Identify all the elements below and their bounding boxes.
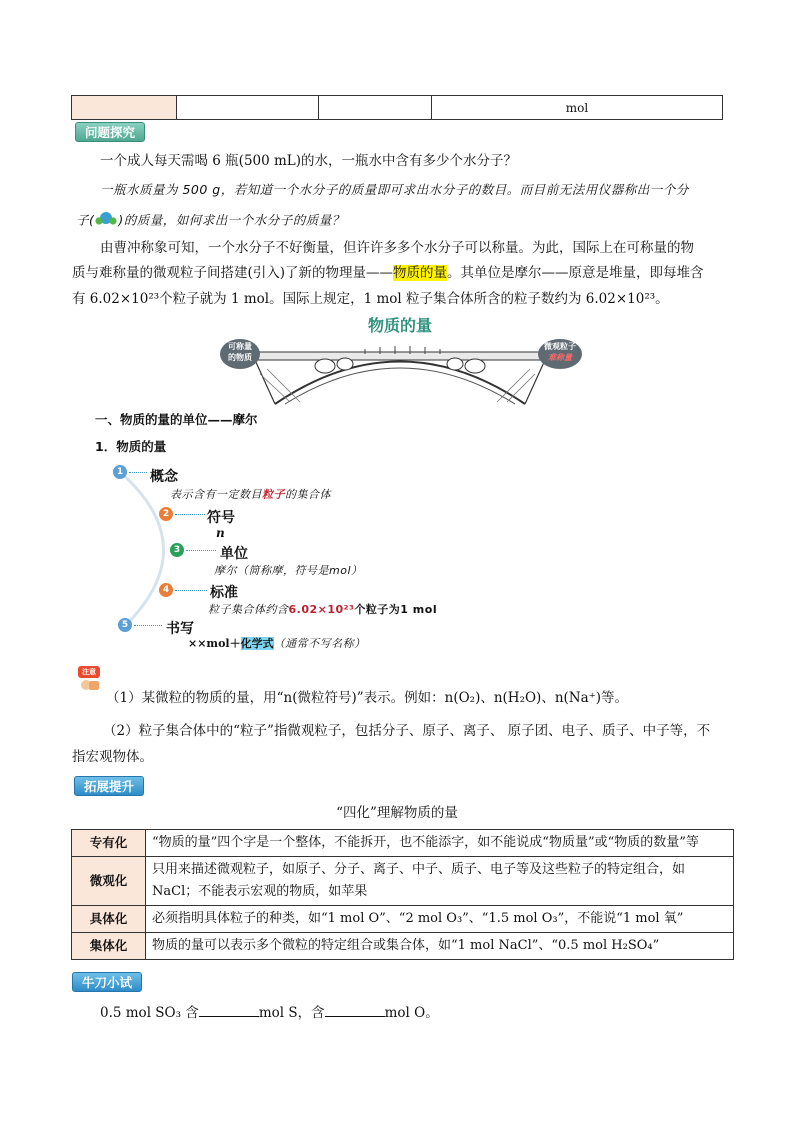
- four-table-title: “四化”理解物质的量: [336, 805, 458, 821]
- bridge-illustration: [215, 314, 585, 406]
- mindmap-desc-2: n: [216, 526, 225, 540]
- bridge-left-label: [220, 341, 260, 363]
- table-row: [72, 857, 734, 906]
- answer-line-2: [76, 209, 345, 233]
- paragraph-line-3: 有 6.02×10²³个粒子就为 1 mol。国际上规定，1 mol 粒子集合体所含的粒子数约为 6.02×10²³。: [72, 291, 669, 307]
- section-badge-explore: 问题探究: [75, 122, 145, 142]
- mindmap-connector: [134, 625, 162, 626]
- practice-question: [100, 1003, 439, 1023]
- answer-blank-sulfur[interactable]: [199, 1003, 259, 1017]
- mindmap-node-3: 3: [170, 543, 184, 557]
- four-table: [71, 829, 734, 960]
- answer-blank-oxygen[interactable]: [325, 1003, 385, 1017]
- mindmap-connector: [129, 472, 147, 473]
- bridge-right-label-2: 难称量: [548, 353, 572, 362]
- mindmap-desc-5-highlight: 化学式: [240, 637, 274, 650]
- mindmap-desc-4: [208, 601, 437, 617]
- mindmap-node-5: 5: [118, 618, 132, 632]
- mindmap-title-2: 符号: [207, 510, 235, 526]
- note-line-1-a: （1）某微粒的物质的量，用“: [106, 690, 284, 706]
- mindmap-title-4: 标准: [210, 585, 238, 601]
- table-row: [72, 933, 734, 960]
- table-row: [72, 830, 734, 857]
- top-table-cell: [177, 96, 319, 120]
- note-icon: [76, 664, 102, 692]
- note-line-2: （2）粒子集合体中的“粒子”指微观粒子，包括分子、原子、离子、 原子团、电子、质子、中子等，不: [103, 723, 711, 739]
- table-row-body: 物质的量可以表示多个微粒的特定组合或集合体，如“1 mol NaCl”、“0.5 mol H₂SO₄”: [146, 933, 734, 960]
- table-row-head: 具体化: [72, 906, 146, 933]
- bridge-left-label-1: 可称量: [228, 342, 252, 351]
- mindmap-desc-5-b: （通常不写名称）: [273, 637, 366, 650]
- bridge-right-label-1: 微观粒子: [544, 342, 576, 351]
- mindmap-title-5: 书写: [166, 621, 194, 637]
- top-table-cell: [72, 96, 177, 120]
- mindmap-desc-1-b: 的集合体: [285, 488, 331, 501]
- table-row-body: 只用来描述微观粒子，如原子、分子、离子、中子、质子、电子等及这些粒子的特定组合，如 NaCl；不能表示宏观的物质，如苹果: [146, 857, 734, 906]
- mindmap-desc-4-red: 6.02×10²³: [288, 603, 355, 616]
- mindmap-desc-1: [170, 486, 331, 502]
- answer-line-2-b: )的质量，如何求出一个水分子的质量？: [118, 212, 345, 228]
- heading-mole-unit: 一、物质的量的单位——摩尔: [95, 412, 258, 427]
- mindmap-title-1: 概念: [150, 469, 178, 485]
- question-text: 一个成人每天需喝 6 瓶(500 mL)的水，一瓶水中含有多少个水分子？: [100, 153, 518, 169]
- practice-question-b: mol S，含: [258, 1005, 325, 1021]
- highlight-amount-of-substance: 物质的量: [393, 265, 448, 281]
- paragraph-line-2-b: 。其单位是摩尔——原意是堆量，即每堆含: [447, 265, 704, 281]
- mindmap-connector: [175, 514, 205, 515]
- mindmap-desc-4-b: 个粒子为1 mol: [354, 603, 438, 616]
- table-row-head: 集体化: [72, 933, 146, 960]
- mindmap-connector: [186, 550, 216, 551]
- table-row-head: 专有化: [72, 830, 146, 857]
- mindmap-title-3: 单位: [220, 546, 248, 562]
- practice-question-a: 0.5 mol SO₃ 含: [100, 1005, 199, 1021]
- mindmap-desc-4-a: 粒子集合体约含: [208, 603, 289, 616]
- table-row: [72, 906, 734, 933]
- note-line-3: 指宏观物体。: [72, 749, 153, 765]
- mindmap-desc-3: 摩尔（简称摩，符号是mol）: [214, 564, 363, 577]
- bridge-left-label-2: 的物质: [228, 353, 252, 362]
- heading-amount-of-substance: 1．物质的量: [95, 439, 167, 454]
- table-row-head: 微观化: [72, 857, 146, 906]
- top-table-cell-unit: mol: [432, 96, 723, 120]
- mindmap-desc-5-a: ××mol＋: [188, 637, 241, 650]
- answer-line-2-a: 子(: [76, 212, 95, 228]
- paragraph-line-1: 由曹冲称象可知，一个水分子不好衡量，但许许多多个水分子可以称量。为此，国际上在可称量的物: [100, 240, 694, 256]
- bridge-right-label: [538, 341, 582, 363]
- bridge-title: 物质的量: [367, 316, 432, 335]
- note-line-1-b: n(微粒符号)”表示。例如：n(O₂)、n(H₂O)、n(Na⁺)等。: [283, 690, 629, 706]
- mindmap: [110, 462, 480, 652]
- section-badge-extend: 拓展提升: [74, 776, 144, 796]
- mindmap-node-2: 2: [159, 507, 173, 521]
- table-row-body: “物质的量”四个字是一个整体，不能拆开，也不能添字，如不能说成“物质量”或“物质的数量”等: [146, 830, 734, 857]
- note-icon-label: 注意: [82, 668, 96, 676]
- mindmap-desc-5: [188, 635, 366, 651]
- answer-line-1: 一瓶水质量为 500 g，若知道一个水分子的质量即可求出水分子的数目。而目前无法用仪器称出一个分: [100, 182, 689, 197]
- mindmap-node-4: 4: [159, 583, 173, 597]
- section-badge-practice: 牛刀小试: [72, 972, 142, 992]
- mindmap-desc-1-red: 粒子: [262, 488, 285, 501]
- mindmap-node-1: 1: [113, 465, 127, 479]
- water-molecule-icon: [94, 209, 118, 233]
- top-table-cell: [319, 96, 432, 120]
- top-table: [71, 95, 723, 120]
- practice-question-c: mol O。: [384, 1005, 439, 1021]
- note-line-1: [106, 688, 628, 708]
- mindmap-connector: [175, 590, 207, 591]
- mindmap-desc-1-a: 表示含有一定数目: [170, 488, 262, 501]
- paragraph-line-2-a: 质与难称量的微观粒子间搭建(引入)了新的物理量——: [72, 265, 394, 281]
- paragraph-line-2: [72, 263, 704, 283]
- table-row-body: 必须指明具体粒子的种类，如“1 mol O”、“2 mol O₃”、“1.5 mol O₃”，不能说“1 mol 氧”: [146, 906, 734, 933]
